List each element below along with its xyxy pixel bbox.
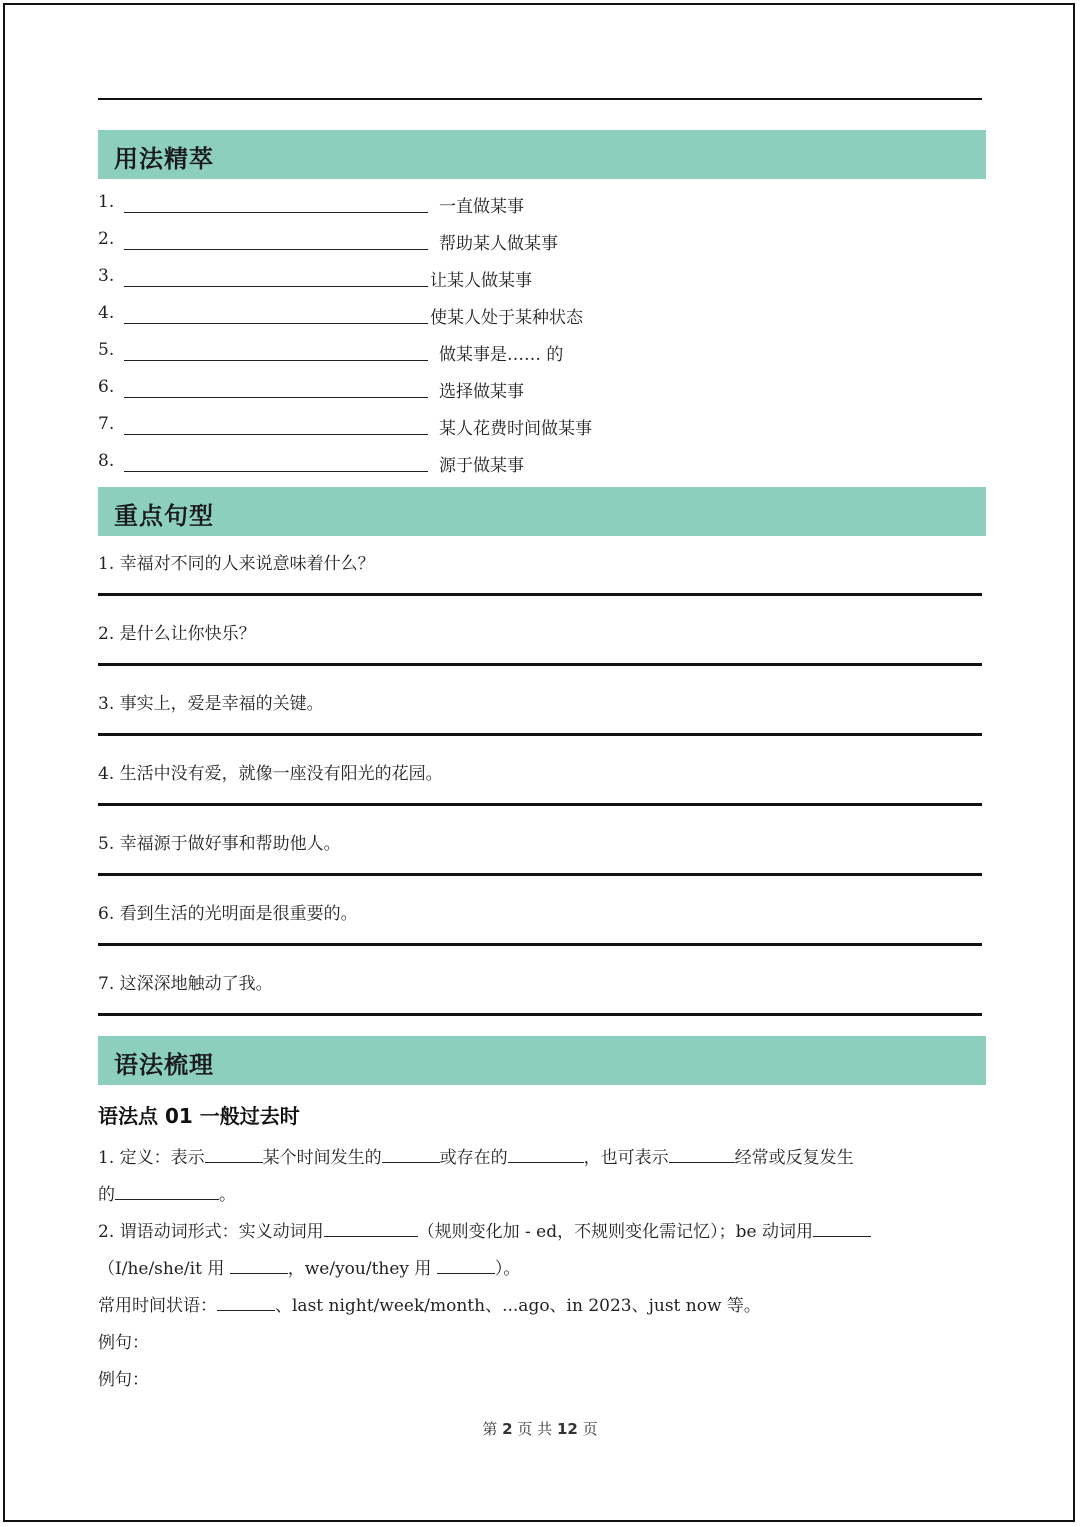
- answer-blank[interactable]: [124, 397, 428, 398]
- item-meaning: 使某人处于某种状态: [430, 308, 583, 328]
- item-number: 8.: [98, 451, 115, 471]
- item-number: 7.: [98, 414, 115, 434]
- item-meaning: 某人花费时间做某事: [439, 419, 592, 439]
- item-number: 3.: [98, 266, 115, 286]
- text-segment: 、last night/week/month、...ago、in 2023、just now 等。: [275, 1296, 761, 1316]
- sentence-prompt: 1. 幸福对不同的人来说意味着什么？: [98, 554, 375, 574]
- footer-text: 页: [582, 1420, 598, 1438]
- answer-blank[interactable]: [205, 1146, 263, 1163]
- section-header-grammar: [98, 1036, 986, 1085]
- section-title: 用法精萃: [114, 145, 214, 173]
- example-label: 例句：: [98, 1333, 149, 1353]
- text-segment: 。: [219, 1185, 236, 1205]
- answer-line[interactable]: [98, 663, 982, 666]
- answer-line[interactable]: [98, 733, 982, 736]
- grammar-line-verb-form: [98, 1217, 871, 1242]
- answer-blank[interactable]: [124, 286, 428, 287]
- item-number: 2.: [98, 229, 115, 249]
- item-number: 6.: [98, 377, 115, 397]
- footer-text: 页 共: [517, 1420, 553, 1438]
- section-title: 重点句型: [114, 502, 214, 530]
- answer-blank[interactable]: [217, 1294, 275, 1311]
- text-segment: ，也可表示: [583, 1148, 669, 1168]
- answer-blank[interactable]: [124, 212, 428, 213]
- grammar-line-definition-cont: [98, 1180, 236, 1205]
- example-label: 例句：: [98, 1370, 149, 1390]
- answer-line[interactable]: [98, 593, 982, 596]
- sentence-prompt: 7. 这深深地触动了我。: [98, 974, 273, 994]
- item-meaning: 选择做某事: [439, 382, 524, 402]
- section-header-key-sentences: [98, 487, 986, 536]
- answer-blank[interactable]: [124, 323, 428, 324]
- text-segment: 某个时间发生的: [262, 1148, 382, 1168]
- answer-blank[interactable]: [124, 360, 428, 361]
- answer-line[interactable]: [98, 943, 982, 946]
- grammar-point-title: 语法点 01 一般过去时: [98, 1104, 300, 1128]
- text-segment: 常用时间状语：: [98, 1296, 217, 1316]
- footer-text: 第: [482, 1420, 498, 1438]
- text-segment: （I/he/she/it 用: [98, 1259, 225, 1279]
- page-footer: [0, 1418, 1080, 1439]
- answer-blank[interactable]: [669, 1146, 735, 1163]
- total-pages: 12: [556, 1420, 578, 1438]
- sentence-prompt: 4. 生活中没有爱，就像一座没有阳光的花园。: [98, 764, 443, 784]
- grammar-line-time-adverbials: [98, 1291, 761, 1316]
- answer-blank[interactable]: [124, 249, 428, 250]
- text-segment: ，we/you/they 用: [287, 1259, 432, 1279]
- item-meaning: 源于做某事: [439, 456, 524, 476]
- answer-blank[interactable]: [115, 1183, 219, 1200]
- text-segment: 经常或反复发生: [734, 1148, 854, 1168]
- answer-line[interactable]: [98, 803, 982, 806]
- grammar-line-definition: [98, 1143, 854, 1168]
- answer-blank[interactable]: [508, 1146, 584, 1163]
- text-segment: 的: [98, 1185, 115, 1205]
- text-segment: ）。: [494, 1259, 521, 1279]
- answer-blank[interactable]: [124, 471, 428, 472]
- answer-line[interactable]: [98, 873, 982, 876]
- answer-blank[interactable]: [324, 1220, 418, 1237]
- item-meaning: 一直做某事: [439, 197, 524, 217]
- text-segment: 或存在的: [439, 1148, 508, 1168]
- sentence-prompt: 5. 幸福源于做好事和帮助他人。: [98, 834, 341, 854]
- sentence-prompt: 3. 事实上，爱是幸福的关键。: [98, 694, 324, 714]
- item-number: 1.: [98, 192, 115, 212]
- item-meaning: 帮助某人做某事: [439, 234, 558, 254]
- answer-blank[interactable]: [382, 1146, 440, 1163]
- answer-blank[interactable]: [230, 1257, 288, 1274]
- header-rule: [98, 98, 982, 100]
- answer-blank[interactable]: [813, 1220, 871, 1237]
- grammar-line-be-verb: [98, 1254, 520, 1279]
- page-number: 2: [502, 1420, 513, 1438]
- text-segment: （规则变化加 - ed，不规则变化需记忆）；be 动词用: [417, 1222, 813, 1242]
- item-meaning: 让某人做某事: [430, 271, 532, 291]
- item-number: 5.: [98, 340, 115, 360]
- answer-line[interactable]: [98, 1013, 982, 1016]
- text-segment: 2. 谓语动词形式：实义动词用: [98, 1222, 324, 1242]
- sentence-prompt: 6. 看到生活的光明面是很重要的。: [98, 904, 358, 924]
- item-number: 4.: [98, 303, 115, 323]
- answer-blank[interactable]: [124, 434, 428, 435]
- text-segment: 1. 定义：表示: [98, 1148, 205, 1168]
- section-title: 语法梳理: [114, 1051, 214, 1079]
- sentence-prompt: 2. 是什么让你快乐？: [98, 624, 256, 644]
- item-meaning: 做某事是…… 的: [439, 345, 564, 365]
- answer-blank[interactable]: [437, 1257, 495, 1274]
- section-header-usage: [98, 130, 986, 179]
